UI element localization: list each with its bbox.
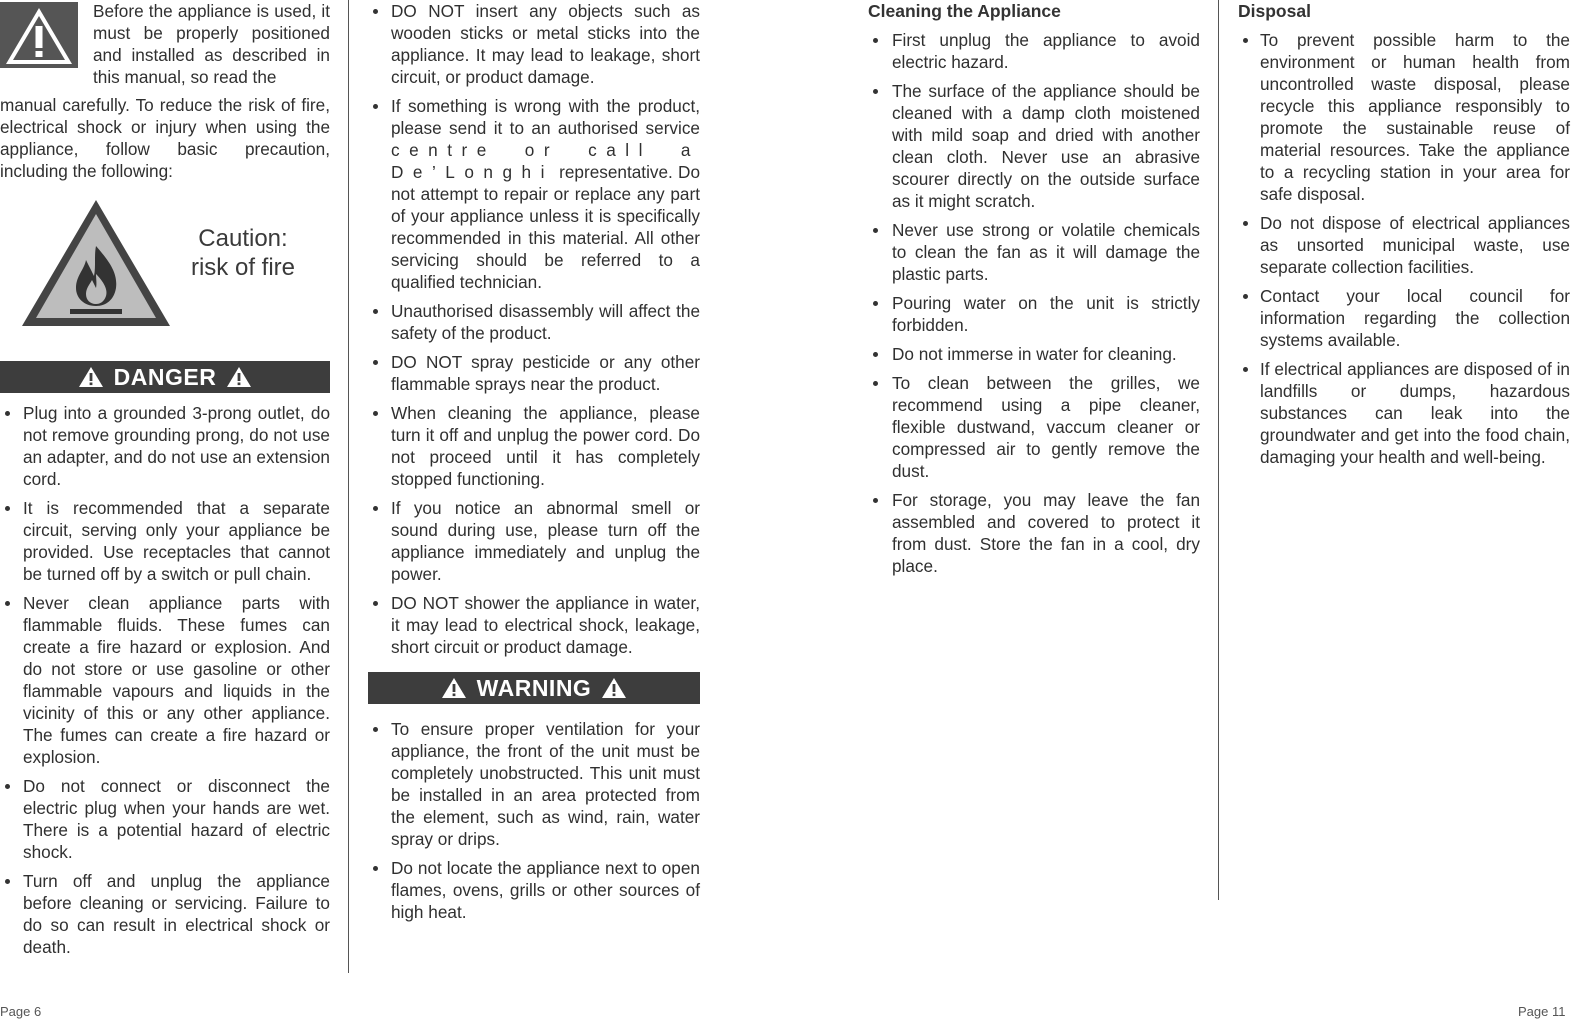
warning-banner [368,672,700,704]
warning-exclamation-icon [0,2,78,68]
list-item-service [368,95,700,293]
list-item: Turn off and unplug the appliance before cleaning or servicing. Failure to do so can result in electrical shock or death. [0,870,330,958]
list-item: For storage, you may leave the fan assembled and covered to protect it from dust. Store the fan in a cool, dry place. [868,489,1200,577]
caution-fire-block [0,198,330,348]
list-item: To clean between the grilles, we recommend using a pipe cleaner, flexible dustwand, vaccum cleaner or compressed air to gently remove the dust. [868,372,1200,482]
warning-list [368,718,700,923]
warning-triangle-icon [78,366,104,388]
service-text-part-2: centre or call a De’Longhi [391,140,700,182]
list-item: Do not connect or disconnect the electric plug when your hands are wet. There is a potential hazard of electric shock. [0,775,330,863]
danger-list [0,402,330,958]
caution-text [172,224,314,282]
list-item: Unauthorised disassembly will affect the safety of the product. [368,300,700,344]
cleaning-list [868,29,1200,577]
intro-text-rest: manual carefully. To reduce the risk of fire, electrical shock or injury when using the appliance, follow basic precaution, including the following: [0,95,330,181]
list-item: When cleaning the appliance, please turn it off and unplug the power cord. Do not proceed until it has completely stopped functioning. [368,402,700,490]
intro-block [0,0,330,182]
list-item: DO NOT spray pesticide or any other flammable sprays near the product. [368,351,700,395]
column-3 [868,0,1200,584]
list-item: First unplug the appliance to avoid electric hazard. [868,29,1200,73]
list-item: Do not dispose of electrical appliances as unsorted municipal waste, use separate collection facilities. [1238,212,1570,278]
list-item: Never clean appliance parts with flammable fluids. These fumes can create a fire hazard or explosion. And do not store or use gasoline or other flammable vapours and liquids in the vicinity of this or any other appliance. The fumes can create a fire hazard or explosion. [0,592,330,768]
page-number-right: Page 11 [1518,1004,1566,1019]
section-heading-cleaning: Cleaning the Appliance [868,1,1061,21]
list-item: It is recommended that a separate circuit, serving only your appliance be provided. Use receptacles that cannot be turned off by a switch or pull chain. [0,497,330,585]
caution-line-1: Caution: [198,225,288,252]
intro-text-top: Before the appliance is used, it must be properly positioned and installed as described in this manual, so read the [93,1,330,87]
warning-triangle-icon [441,677,467,699]
list-item: DO NOT insert any objects such as wooden sticks or metal sticks into the appliance. It may lead to leakage, short circuit, or product damage. [368,0,700,88]
list-item: If electrical appliances are disposed of in landfills or dumps, hazardous substances can leak into the groundwater and get into the food chain, damaging your health and well-being. [1238,358,1570,468]
danger-banner [0,361,330,393]
caution-line-2: risk of fire [190,254,295,281]
list-item: If you notice an abnormal smell or sound during use, please turn off the appliance immediately and unplug the power. [368,497,700,585]
section-heading-disposal: Disposal [1238,1,1311,21]
danger-label: DANGER [113,364,217,390]
service-text-part-1: If something is wrong with the product, please send it to an authorised service [391,96,700,138]
column-divider-1 [348,0,349,973]
list-item: Do not immerse in water for cleaning. [868,343,1200,365]
list-item: The surface of the appliance should be cleaned with a damp cloth moistened with mild soap and dried with another clean cloth. Never use an abrasive scourer directly on the outside surface as it might scratch. [868,80,1200,212]
list-item: DO NOT shower the appliance in water, it may lead to electrical shock, leakage, short circuit or product damage. [368,592,700,658]
disposal-list [1238,29,1570,468]
fire-hazard-icon [20,198,172,328]
column-2 [368,0,700,930]
column-4 [1238,0,1570,475]
list-item: Do not locate the appliance next to open flames, ovens, grills or other sources of high heat. [368,857,700,923]
list-item: Plug into a grounded 3-prong outlet, do not remove grounding prong, do not use an adapter, and do not use an extension cord. [0,402,330,490]
column-divider-3 [1218,0,1219,900]
warning-label: WARNING [476,675,592,701]
page-number-left: Page 6 [0,1004,42,1019]
list-item: Pouring water on the unit is strictly forbidden. [868,292,1200,336]
service-text-part-3: representative. Do not attempt to repair or replace any part of your appliance unless it is specifically recommended in this material. All other servicing should be referred to a qualified technician. [391,162,700,292]
safety-list [368,0,700,658]
list-item: To ensure proper ventilation for your appliance, the front of the unit must be completely unobstructed. This unit must be installed in an area protected from the element, such as wind, rain, water spray or drips. [368,718,700,850]
list-item: Never use strong or volatile chemicals to clean the fan as it will damage the plastic parts. [868,219,1200,285]
list-item: Contact your local council for information regarding the collection systems available. [1238,285,1570,351]
warning-triangle-icon [601,677,627,699]
warning-triangle-icon [226,366,252,388]
list-item: To prevent possible harm to the environment or human health from uncontrolled waste disposal, please recycle this appliance responsibly to promote the sustainable reuse of material resources. Take the appliance to a recycling station in your area for safe disposal. [1238,29,1570,205]
column-1 [0,0,330,965]
